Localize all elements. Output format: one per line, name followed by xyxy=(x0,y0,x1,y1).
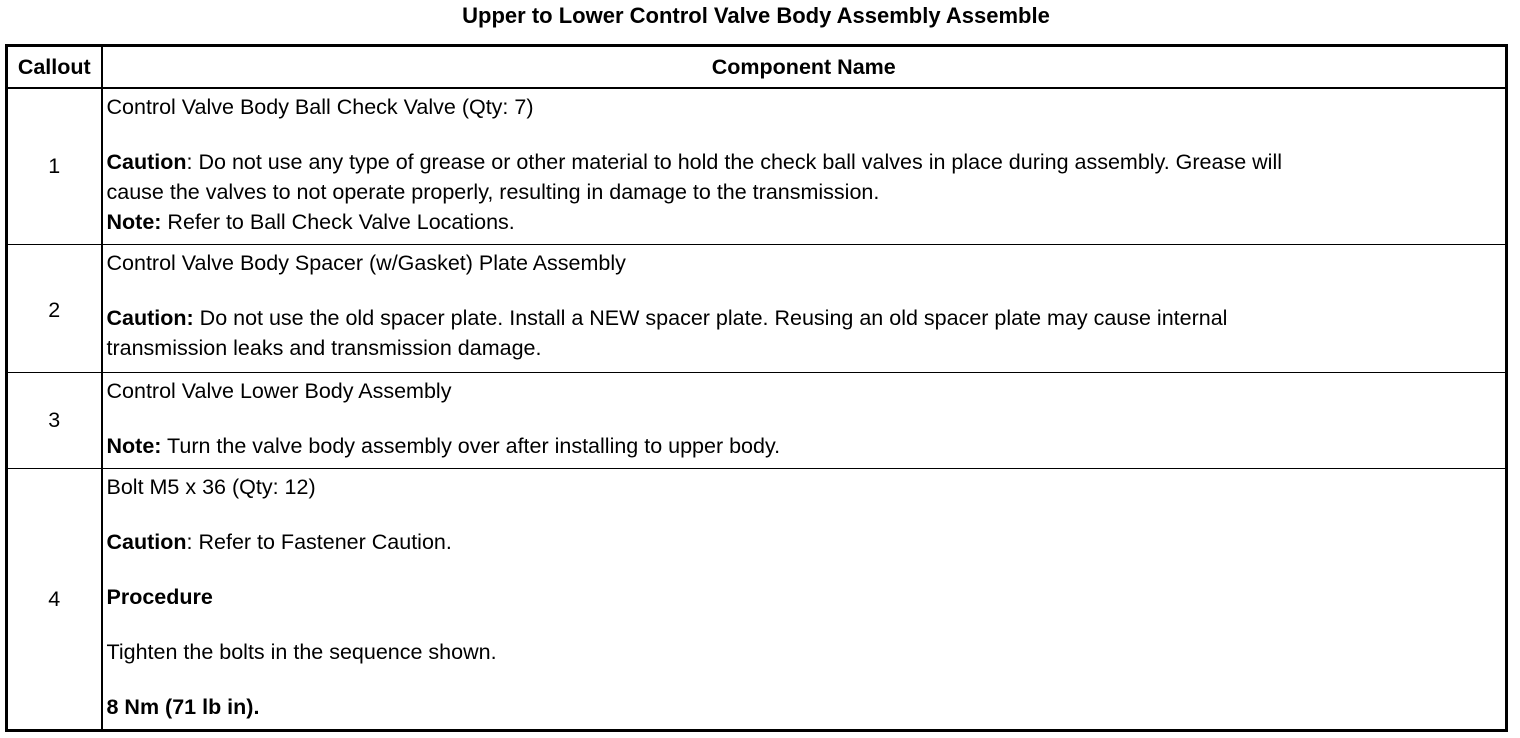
callout-column-header: Callout xyxy=(7,46,102,89)
callout-number: 1 xyxy=(7,88,102,244)
page-title: Upper to Lower Control Valve Body Assembly Assemble xyxy=(462,3,1050,28)
caution-label: Caution xyxy=(106,150,187,174)
caution-label: Caution xyxy=(106,529,187,554)
caution-line xyxy=(107,147,1502,177)
table-header-row xyxy=(7,46,1507,89)
component-name: Control Valve Body Ball Check Valve (Qty: 7) xyxy=(106,95,534,119)
caution-label: Caution: xyxy=(106,305,194,330)
note-label: Note: xyxy=(106,210,162,234)
caution-text: Refer to Fastener Caution. xyxy=(198,529,452,554)
caution-separator: : xyxy=(186,150,199,174)
note-text: Refer to Ball Check Valve Locations. xyxy=(161,210,515,234)
table-row xyxy=(7,88,1507,244)
caution-text-continued: transmission leaks and transmission damage. xyxy=(106,335,542,360)
table-row xyxy=(7,468,1507,730)
note-label: Note: xyxy=(106,433,162,458)
component-table xyxy=(5,44,1508,732)
table-row xyxy=(7,372,1507,468)
component-cell xyxy=(102,244,1507,372)
component-name: Bolt M5 x 36 (Qty: 12) xyxy=(106,474,316,499)
caution-text-continued: cause the valves to not operate properly, resulting in damage to the transmission. xyxy=(106,180,880,204)
component-cell xyxy=(102,88,1507,244)
caution-text: Do not use the old spacer plate. Install a NEW spacer plate. Reusing an old spacer plate may cause internal xyxy=(193,305,1228,330)
caution-line xyxy=(107,303,1502,333)
note-text: Turn the valve body assembly over after installing to upper body. xyxy=(161,433,781,458)
table-row xyxy=(7,244,1507,372)
note-line xyxy=(107,431,1502,461)
component-cell xyxy=(102,468,1507,730)
callout-number: 2 xyxy=(7,244,102,372)
caution-text: Do not use any type of grease or other material to hold the check ball valves in place during assembly. Grease will xyxy=(198,150,1283,174)
callout-number: 4 xyxy=(7,468,102,730)
caution-line xyxy=(107,527,1502,557)
component-cell xyxy=(102,372,1507,468)
component-name: Control Valve Lower Body Assembly xyxy=(106,378,452,403)
component-name-column-header: Component Name xyxy=(102,46,1507,89)
component-name: Control Valve Body Spacer (w/Gasket) Plate Assembly xyxy=(106,250,626,275)
procedure-heading: Procedure xyxy=(106,584,213,609)
torque-spec: 8 Nm (71 lb in). xyxy=(106,694,260,719)
callout-number: 3 xyxy=(7,372,102,468)
procedure-step: Tighten the bolts in the sequence shown. xyxy=(106,639,497,664)
caution-separator: : xyxy=(186,529,199,554)
note-line xyxy=(107,207,1502,237)
